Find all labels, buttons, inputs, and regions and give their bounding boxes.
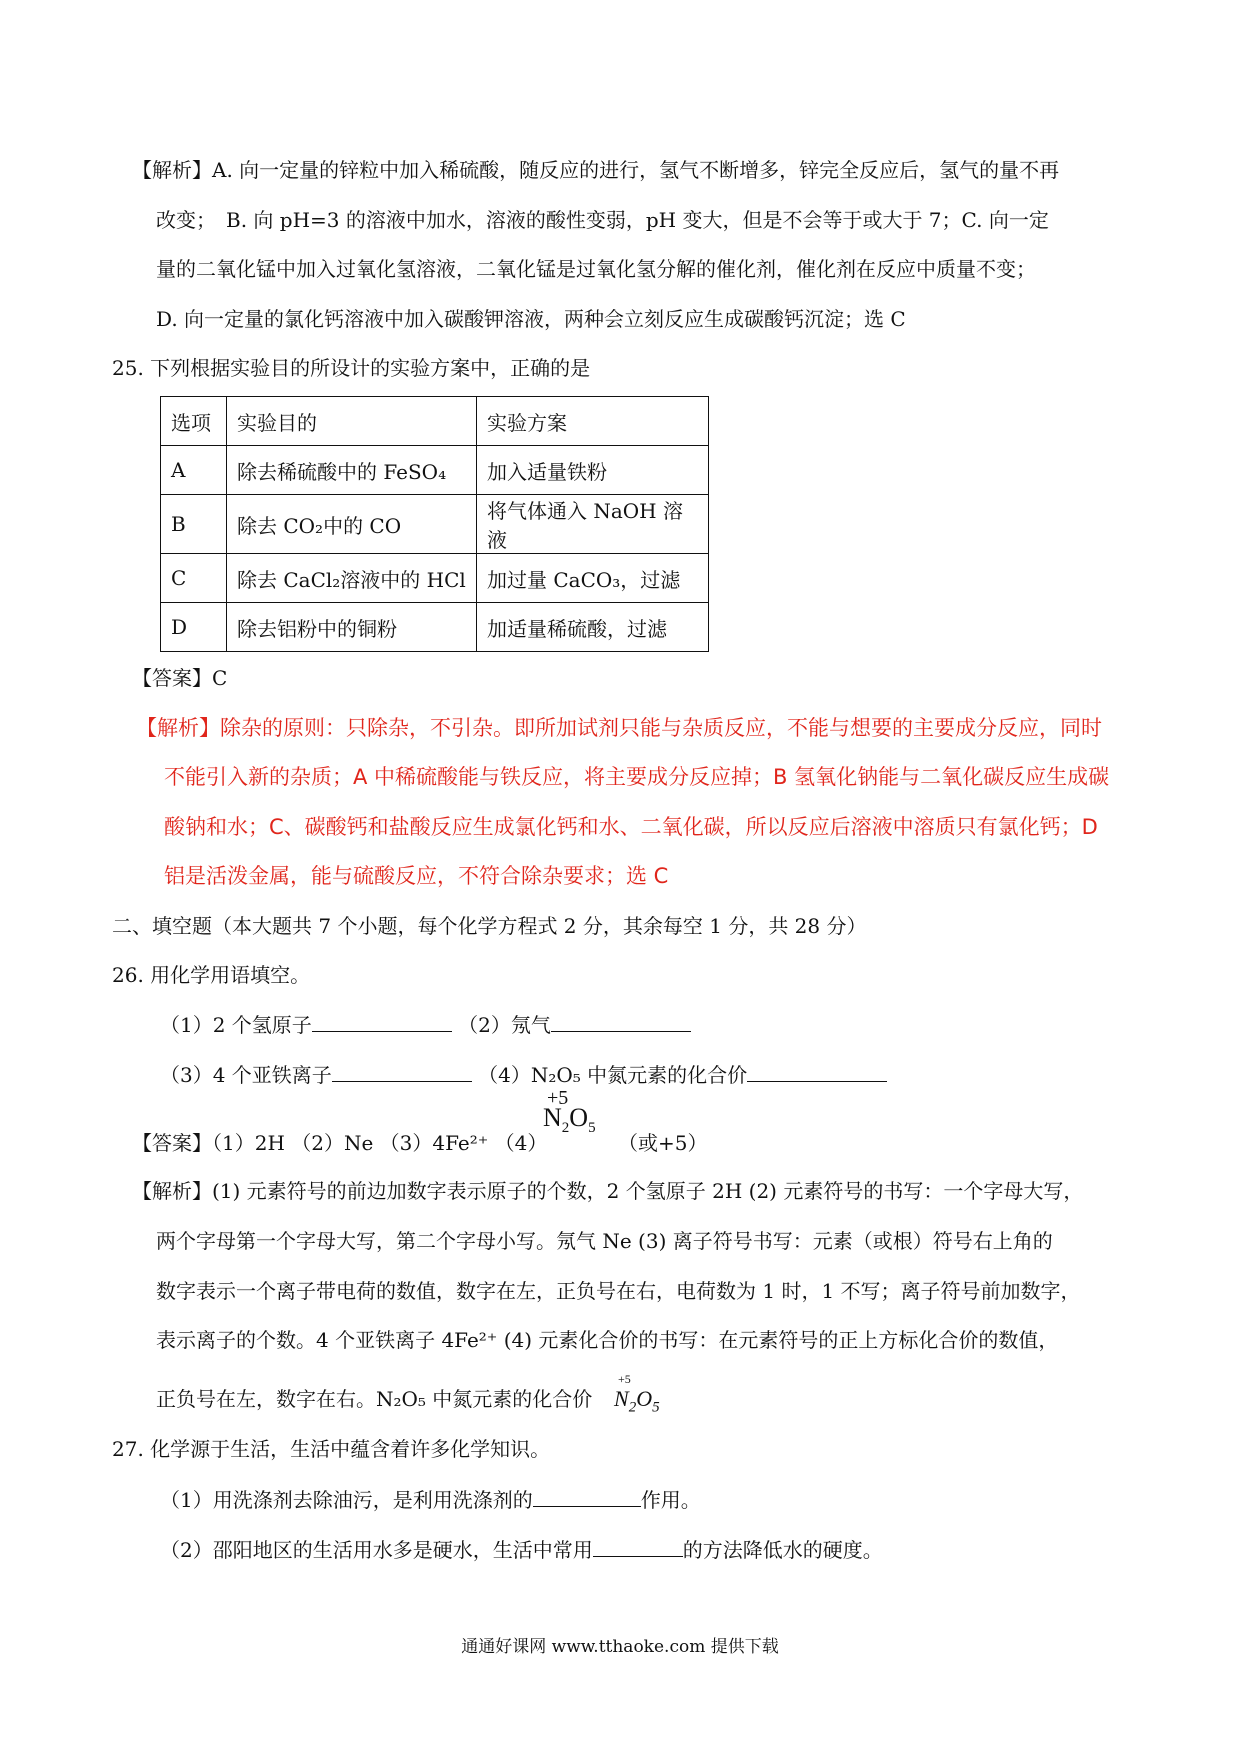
cell-plan: 加过量 CaCO₃，过滤 xyxy=(477,554,709,603)
q26-answer: 【答案】（1）2H （2）Ne （3）4Fe²⁺ （4） xyxy=(132,1131,548,1155)
q27-part-2-label: （2）邵阳地区的生活用水多是硬水，生活中常用 xyxy=(160,1538,593,1562)
q26-part-4-label: （4）N₂O₅ 中氮元素的化合价 xyxy=(478,1063,748,1087)
q26-analysis-line-4: 表示离子的个数。4 个亚铁离子 4Fe²⁺ (4) 元素化合价的书写：在元素符号的正上方标化合价的数值， xyxy=(156,1328,1059,1352)
cell-plan: 加适量稀硫酸，过滤 xyxy=(477,603,709,652)
q26-analysis-line-3: 数字表示一个离子带电荷的数值，数字在左，正负号在右，电荷数为 1 时，1 不写；离子符号前加数字， xyxy=(156,1279,1081,1303)
q26-part-3-label: （3）4 个亚铁离子 xyxy=(160,1063,332,1087)
header-purpose: 实验目的 xyxy=(227,397,477,446)
q27-part-2 xyxy=(160,1534,883,1565)
q27-stem: 27. 化学源于生活，生活中蕴含着许多化学知识。 xyxy=(112,1437,551,1461)
q26-analysis-line-2: 两个字母第一个字母大写，第二个字母小写。氖气 Ne (3) 离子符号书写：元素（或根）符号右上角的 xyxy=(156,1229,1053,1253)
q24-analysis-line-1: 【解析】A. 向一定量的锌粒中加入稀硫酸，随反应的进行，氢气不断增多，锌完全反应后，氢气的量不再 xyxy=(132,158,1060,182)
element-n: N xyxy=(614,1386,629,1411)
subscript-5: 5 xyxy=(588,1120,596,1137)
table-header-row xyxy=(161,397,709,446)
valence-mark: +5 xyxy=(618,1372,631,1386)
q24-analysis-line-4: D. 向一定量的氯化钙溶液中加入碳酸钾溶液，两种会立刻反应生成碳酸钙沉淀；选 C xyxy=(156,307,906,331)
q26-part-1-2 xyxy=(160,1009,691,1040)
q24-analysis-line-2: 改变； B. 向 pH=3 的溶液中加水，溶液的酸性变弱，pH 变大，但是不会等于或大于 7；C. 向一定 xyxy=(156,208,1049,232)
q26-part-1-label: （1）2 个氢原子 xyxy=(160,1013,312,1037)
valence-mark: +5 xyxy=(547,1087,569,1109)
cell-purpose: 除去 CO₂中的 CO xyxy=(227,495,477,554)
q25-analysis-line-3: 酸钠和水；C、碳酸钙和盐酸反应生成氯化钙和水、二氧化碳，所以反应后溶液中溶质只有氯化钙；D xyxy=(164,815,1098,839)
answer-blank[interactable] xyxy=(312,1009,452,1032)
table-row xyxy=(161,446,709,495)
q27-part-2-suffix: 的方法降低水的硬度。 xyxy=(682,1538,883,1562)
valence-formula xyxy=(543,1087,596,1137)
q26-part-3-4 xyxy=(160,1059,887,1090)
section-2-heading: 二、填空题（本大题共 7 个小题，每个化学方程式 2 分，其余每空 1 分，共 28 分） xyxy=(112,914,867,938)
q26-answer-tail: （或+5） xyxy=(618,1131,708,1155)
q27-part-1-label: （1）用洗涤剂去除油污，是利用洗涤剂的 xyxy=(160,1488,533,1512)
cell-option: C xyxy=(161,554,227,603)
cell-option: A xyxy=(161,446,227,495)
cell-purpose: 除去铝粉中的铜粉 xyxy=(227,603,477,652)
options-table xyxy=(160,396,709,652)
q25-analysis-line-4: 铝是活泼金属，能与硫酸反应，不符合除杂要求；选 C xyxy=(164,864,669,888)
cell-purpose: 除去 CaCl₂溶液中的 HCl xyxy=(227,554,477,603)
element-o: O xyxy=(569,1103,589,1132)
element-o: O xyxy=(636,1386,653,1411)
q25-stem: 25. 下列根据实验目的所设计的实验方案中，正确的是 xyxy=(112,356,591,380)
subscript-2: 2 xyxy=(628,1399,637,1416)
q26-stem: 26. 用化学用语填空。 xyxy=(112,963,311,987)
element-n: N xyxy=(543,1103,562,1132)
page-footer: 通通好课网 www.tthaoke.com 提供下载 xyxy=(461,1637,779,1657)
answer-blank[interactable] xyxy=(747,1059,887,1082)
valence-formula-small xyxy=(614,1372,660,1416)
subscript-5: 5 xyxy=(652,1399,660,1416)
cell-purpose: 除去稀硫酸中的 FeSO₄ xyxy=(227,446,477,495)
cell-option: D xyxy=(161,603,227,652)
cell-option: B xyxy=(161,495,227,554)
q27-part-1 xyxy=(160,1484,701,1515)
cell-plan: 加入适量铁粉 xyxy=(477,446,709,495)
header-option: 选项 xyxy=(161,397,227,446)
q26-analysis-line-5: 正负号在左，数字在右。N₂O₅ 中氮元素的化合价 xyxy=(156,1387,593,1411)
subscript-2: 2 xyxy=(561,1120,570,1137)
table-row xyxy=(161,495,709,554)
q25-analysis-line-2: 不能引入新的杂质；A 中稀硫酸能与铁反应，将主要成分反应掉；B 氢氧化钠能与二氧化碳反应生成碳 xyxy=(164,765,1110,789)
table-row xyxy=(161,603,709,652)
header-plan: 实验方案 xyxy=(477,397,709,446)
q25-analysis-line-1: 【解析】除杂的原则：只除杂，不引杂。即所加试剂只能与杂质反应，不能与想要的主要成分反应，同时 xyxy=(136,716,1102,740)
q24-analysis-line-3: 量的二氧化锰中加入过氧化氢溶液，二氧化锰是过氧化氢分解的催化剂，催化剂在反应中质量不变； xyxy=(156,257,1036,281)
q26-analysis-line-1: 【解析】(1) 元素符号的前边加数字表示原子的个数，2 个氢原子 2H (2) 元素符号的书写：一个字母大写， xyxy=(132,1179,1084,1203)
table-row xyxy=(161,554,709,603)
cell-plan: 将气体通入 NaOH 溶液 xyxy=(477,495,709,554)
q26-part-2-label: （2）氖气 xyxy=(458,1013,551,1037)
answer-blank[interactable] xyxy=(332,1059,472,1082)
answer-blank[interactable] xyxy=(593,1534,683,1557)
q27-part-1-suffix: 作用。 xyxy=(640,1488,701,1512)
q25-answer: 【答案】C xyxy=(132,666,228,690)
answer-blank[interactable] xyxy=(551,1009,691,1032)
answer-blank[interactable] xyxy=(533,1484,641,1507)
